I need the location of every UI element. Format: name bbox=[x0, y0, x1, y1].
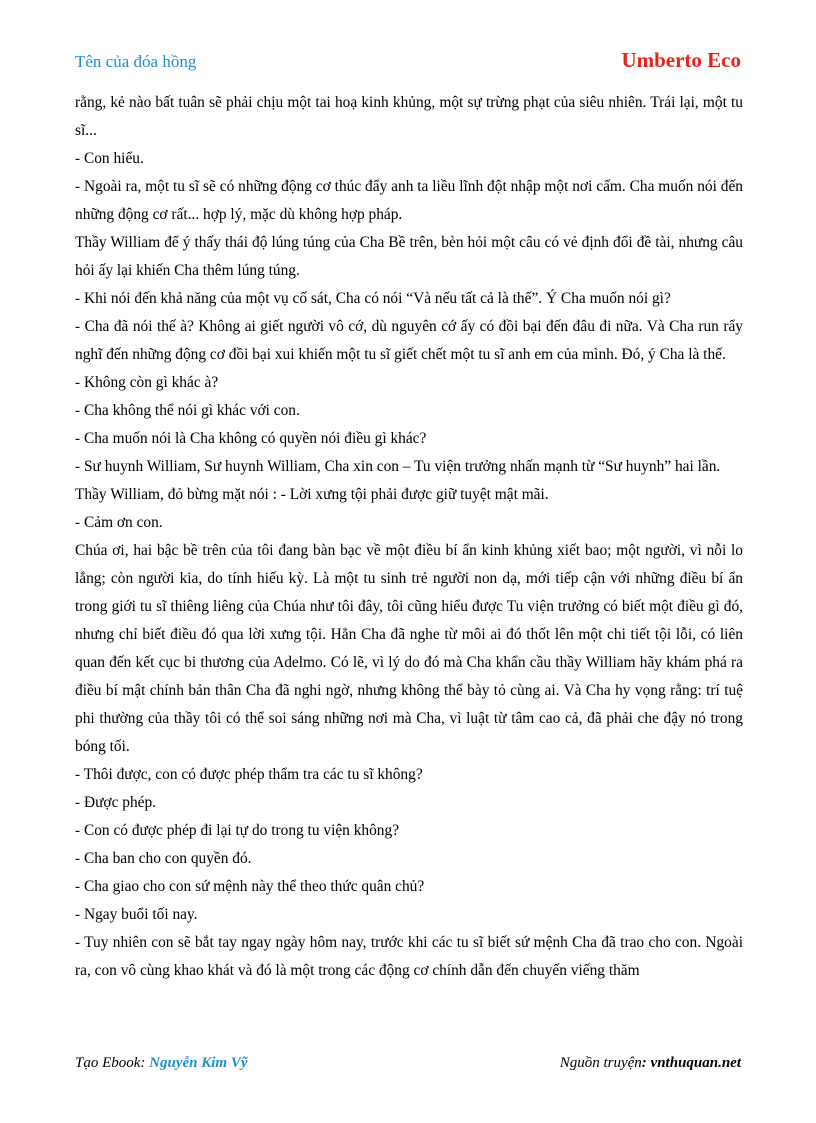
paragraph: - Cha muốn nói là Cha không có quyền nói điều gì khác? bbox=[75, 430, 427, 447]
paragraph: - Cha giao cho con sứ mệnh này thể theo thức quân chủ? bbox=[75, 878, 425, 895]
paragraph: - Ngay buổi tối nay. bbox=[75, 906, 198, 923]
paragraph: - Cha không thể nói gì khác với con. bbox=[75, 402, 300, 419]
page-body bbox=[75, 89, 743, 985]
source-site: vnthuquan.net bbox=[650, 1055, 741, 1071]
page-header bbox=[75, 48, 741, 78]
paragraph: - Không còn gì khác à? bbox=[75, 374, 219, 391]
paragraph: - Khi nói đến khả năng của một vụ cố sát, Cha có nói “Và nếu tất cả là thế”. Ý Cha muốn nói gì? bbox=[75, 290, 671, 307]
paragraph: Chúa ơi, hai bậc bề trên của tôi đang bàn bạc về một điều bí ẩn kinh khủng xiết bao; một người, vì nỗi lo lắng; còn người kia, do tính hiếu kỳ. Là một tu sinh trẻ người non dạ, mới tiếp cận với những điều bí ẩn trong giới tu sĩ thiêng liêng của Chúa như tôi đây, tôi cũng hiểu được Tu viện trưởng có biết một điều gì đó, nhưng chỉ biết điều đó qua lời xưng tội. Hẳn Cha đã nghe từ môi ai đó thốt lên một chi tiết tội lỗi, có liên quan đến kết cục bi thương của Adelmo. Có lẽ, vì lý do đó mà Cha khẩn cầu thầy William hãy khám phá ra điều bí mật chính bản thân Cha đã nghi ngờ, nhưng không thể bày tỏ cùng ai. Và Cha hy vọng rằng: trí tuệ phi thường của thầy tôi có thể soi sáng những nơi mà Cha, vì luật từ tâm cao cả, đã phải che đậy nó trong bóng tối. bbox=[75, 542, 743, 755]
paragraph: - Cha ban cho con quyền đó. bbox=[75, 850, 252, 867]
paragraph: - Ngoài ra, một tu sĩ sẽ có những động cơ thúc đẩy anh ta liều lĩnh đột nhập một nơi cấm. Cha muốn nói đến những động cơ rất... hợp lý, mặc dù không hợp pháp. bbox=[75, 178, 743, 223]
ebook-creator-name: Nguyễn Kim Vỹ bbox=[149, 1055, 248, 1071]
paragraph: - Cha đã nói thế à? Không ai giết người vô cớ, dù nguyên cớ ấy có đồi bại đến đâu đi nữa. Và Cha run rẩy nghĩ đến những động cơ đồi bại xui khiến một tu sĩ giết chết một tu sĩ anh em của mình. Đó, ý Cha là thế. bbox=[75, 318, 743, 363]
ebook-label: Tạo Ebook bbox=[75, 1055, 141, 1071]
paragraph: - Sư huynh William, Sư huynh William, Cha xin con – Tu viện trưởng nhấn mạnh từ “Sư huynh” hai lần. bbox=[75, 458, 721, 475]
paragraph: - Cảm ơn con. bbox=[75, 514, 163, 531]
paragraph: - Thôi được, con có được phép thẩm tra các tu sĩ không? bbox=[75, 766, 423, 783]
author-name: Umberto Eco bbox=[621, 48, 741, 72]
paragraph: - Con có được phép đi lại tự do trong tu viện không? bbox=[75, 822, 400, 839]
paragraph: - Tuy nhiên con sẽ bắt tay ngay ngày hôm nay, trước khi các tu sĩ biết sứ mệnh Cha đã trao cho con. Ngoài ra, con vô cùng khao khát và đó là một trong các động cơ chính dẫn đến chuyến viếng thăm bbox=[75, 934, 743, 979]
paragraph: Thầy William để ý thấy thái độ lúng túng của Cha Bề trên, bèn hỏi một câu có vẻ định đổi đề tài, nhưng câu hỏi ấy lại khiến Cha thêm lúng túng. bbox=[75, 234, 743, 279]
paragraph: - Được phép. bbox=[75, 794, 157, 811]
source-label: Nguồn truyện bbox=[559, 1055, 642, 1071]
paragraph: rằng, kẻ nào bất tuân sẽ phải chịu một tai hoạ kinh khủng, một sự trừng phạt của siêu nhiên. Trái lại, một tu sĩ... bbox=[75, 94, 743, 139]
ebook-separator: : bbox=[140, 1055, 150, 1071]
book-title: Tên của đóa hồng bbox=[75, 52, 197, 71]
source-separator: : bbox=[641, 1055, 651, 1071]
source-credit bbox=[560, 1055, 741, 1072]
paragraph: Thầy William, đỏ bừng mặt nói : - Lời xưng tội phải được giữ tuyệt mật mãi. bbox=[75, 486, 549, 503]
paragraph: - Con hiểu. bbox=[75, 150, 144, 167]
ebook-credit bbox=[75, 1055, 248, 1072]
